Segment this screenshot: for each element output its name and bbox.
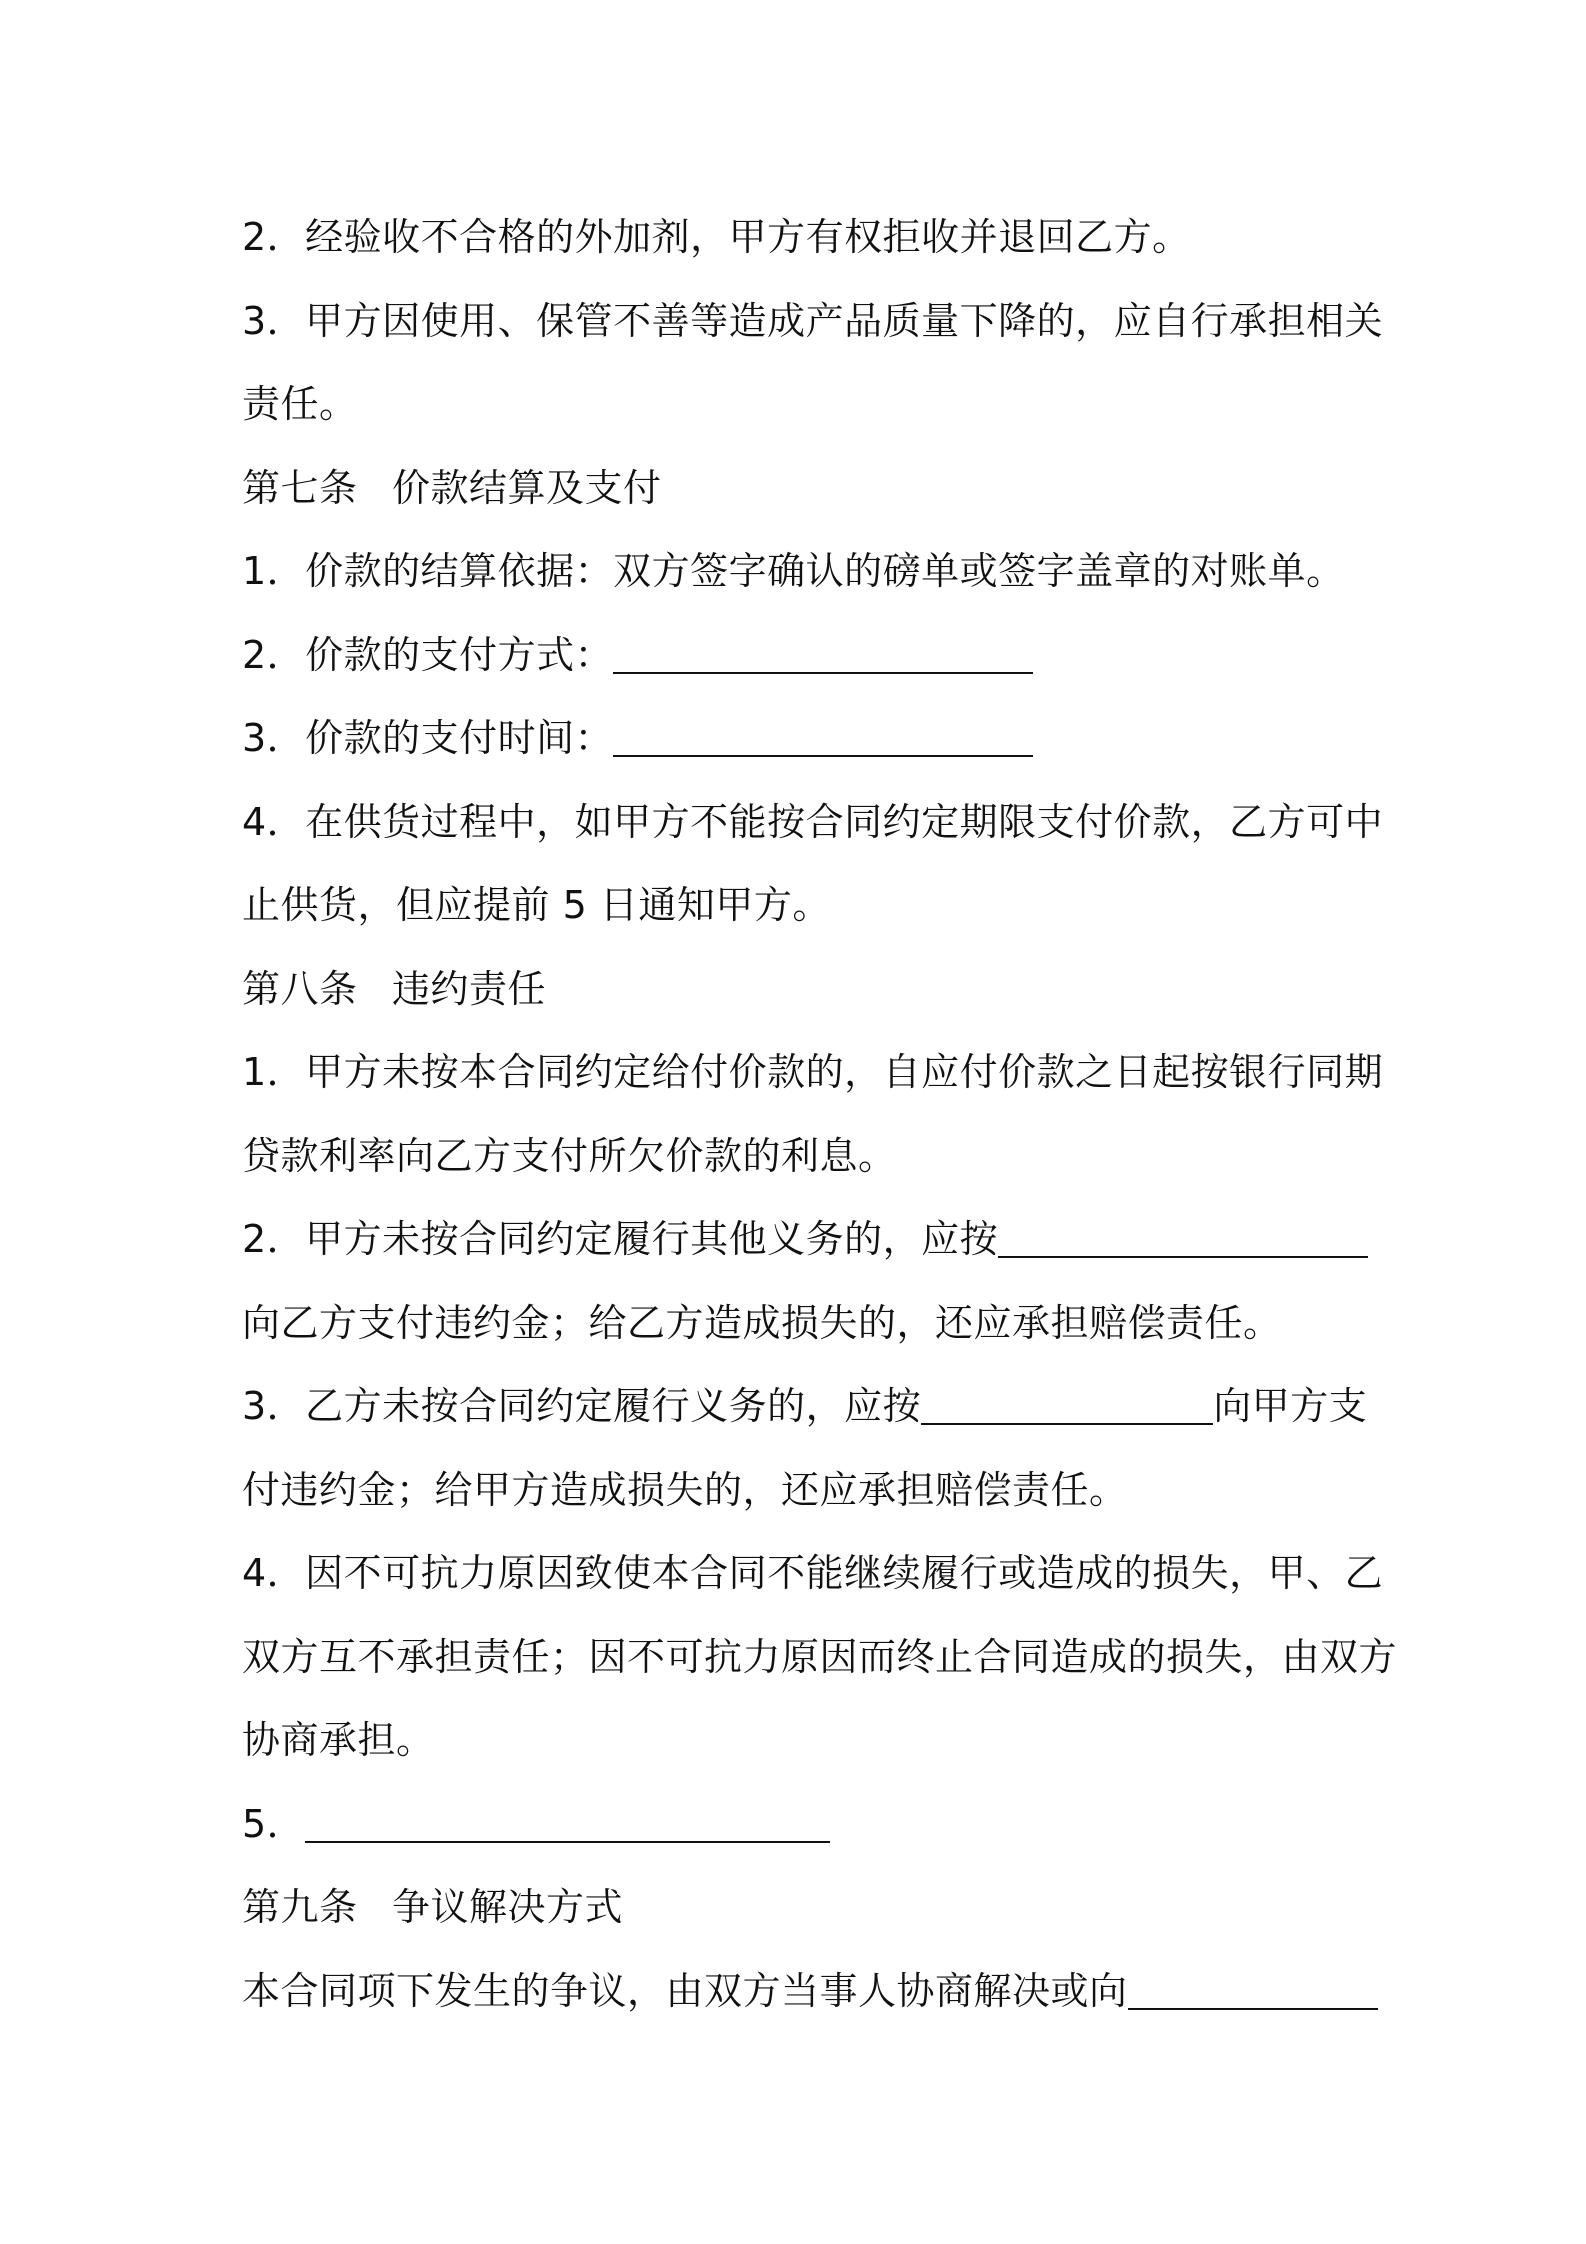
text: 协商承担。 <box>242 1718 435 1762</box>
clause-6-item-2 <box>242 196 1362 280</box>
text: 2．经验收不合格的外加剂，甲方有权拒收并退回乙方。 <box>242 215 1191 259</box>
text: 3．价款的支付时间： <box>242 716 614 760</box>
text: 贷款利率向乙方支付所欠价款的利息。 <box>242 1133 897 1178</box>
article-number: 第八条 <box>242 966 358 1011</box>
clause-8-item-1-continued <box>242 1115 1362 1199</box>
text: 双方互不承担责任；因不可抗力原因而终止合同造成的损失，由双方 <box>242 1634 1398 1679</box>
fill-in-blank[interactable] <box>921 1385 1213 1425</box>
clause-8-item-4-continued <box>242 1616 1398 1700</box>
clause-8-item-2-continued <box>242 1282 1362 1366</box>
clause-6-item-3-continued <box>242 363 1362 447</box>
fill-in-blank[interactable] <box>613 634 1033 674</box>
clause-7-item-1 <box>242 530 1362 614</box>
text: 付违约金；给甲方造成损失的，还应承担赔偿责任。 <box>242 1467 1128 1512</box>
clause-8-item-4-continued-2 <box>242 1699 1362 1783</box>
clause-8-item-4 <box>242 1532 1384 1616</box>
text: 4．因不可抗力原因致使本合同不能继续履行或造成的损失，甲、乙 <box>242 1551 1384 1595</box>
text: 3．乙方未按合同约定履行义务的，应按 <box>242 1384 922 1428</box>
text: 止供货，但应提前 5 日通知甲方。 <box>242 883 831 927</box>
article-7-heading <box>242 447 1362 531</box>
text: 4．在供货过程中，如甲方不能按合同约定期限支付价款，乙方可中 <box>242 799 1384 844</box>
article-number: 第九条 <box>242 1885 358 1929</box>
text: 本合同项下发生的争议，由双方当事人协商解决或向 <box>242 1968 1128 2013</box>
text: 向甲方支 <box>1213 1384 1368 1428</box>
clause-8-item-3-continued <box>242 1449 1362 1533</box>
article-title: 争议解决方式 <box>392 1885 624 1929</box>
text: 向乙方支付违约金；给乙方造成损失的，还应承担赔偿责任。 <box>242 1300 1282 1345</box>
clause-7-item-4 <box>242 781 1384 865</box>
article-title: 价款结算及支付 <box>392 465 662 510</box>
clause-9-text <box>242 1950 1362 2034</box>
clause-8-item-5 <box>242 1783 1362 1867</box>
text: 3．甲方因使用、保管不善等造成产品质量下降的，应自行承担相关 <box>242 298 1384 343</box>
fill-in-blank[interactable] <box>998 1218 1368 1258</box>
clause-6-item-3 <box>242 280 1384 364</box>
fill-in-blank[interactable] <box>1128 1970 1378 2010</box>
document-body <box>242 196 1398 2033</box>
article-number: 第七条 <box>242 465 358 510</box>
article-8-heading <box>242 948 1362 1032</box>
clause-7-item-3 <box>242 697 1362 781</box>
clause-7-item-2 <box>242 614 1362 698</box>
text: 1．甲方未按本合同约定给付价款的，自应付价款之日起按银行同期 <box>242 1050 1384 1094</box>
text: 5． <box>242 1801 306 1846</box>
fill-in-blank[interactable] <box>613 717 1033 757</box>
text: 2．价款的支付方式： <box>242 632 614 677</box>
clause-8-item-2 <box>242 1198 1362 1282</box>
text: 2．甲方未按合同约定履行其他义务的，应按 <box>242 1217 999 1261</box>
text: 1．价款的结算依据：双方签字确认的磅单或签字盖章的对账单。 <box>242 549 1345 593</box>
clause-8-item-1 <box>242 1031 1384 1115</box>
text: 责任。 <box>242 382 358 426</box>
article-9-heading <box>242 1866 1362 1950</box>
fill-in-blank[interactable] <box>305 1803 830 1843</box>
clause-7-item-4-continued <box>242 864 1362 948</box>
clause-8-item-3 <box>242 1365 1368 1449</box>
article-title: 违约责任 <box>392 966 547 1011</box>
